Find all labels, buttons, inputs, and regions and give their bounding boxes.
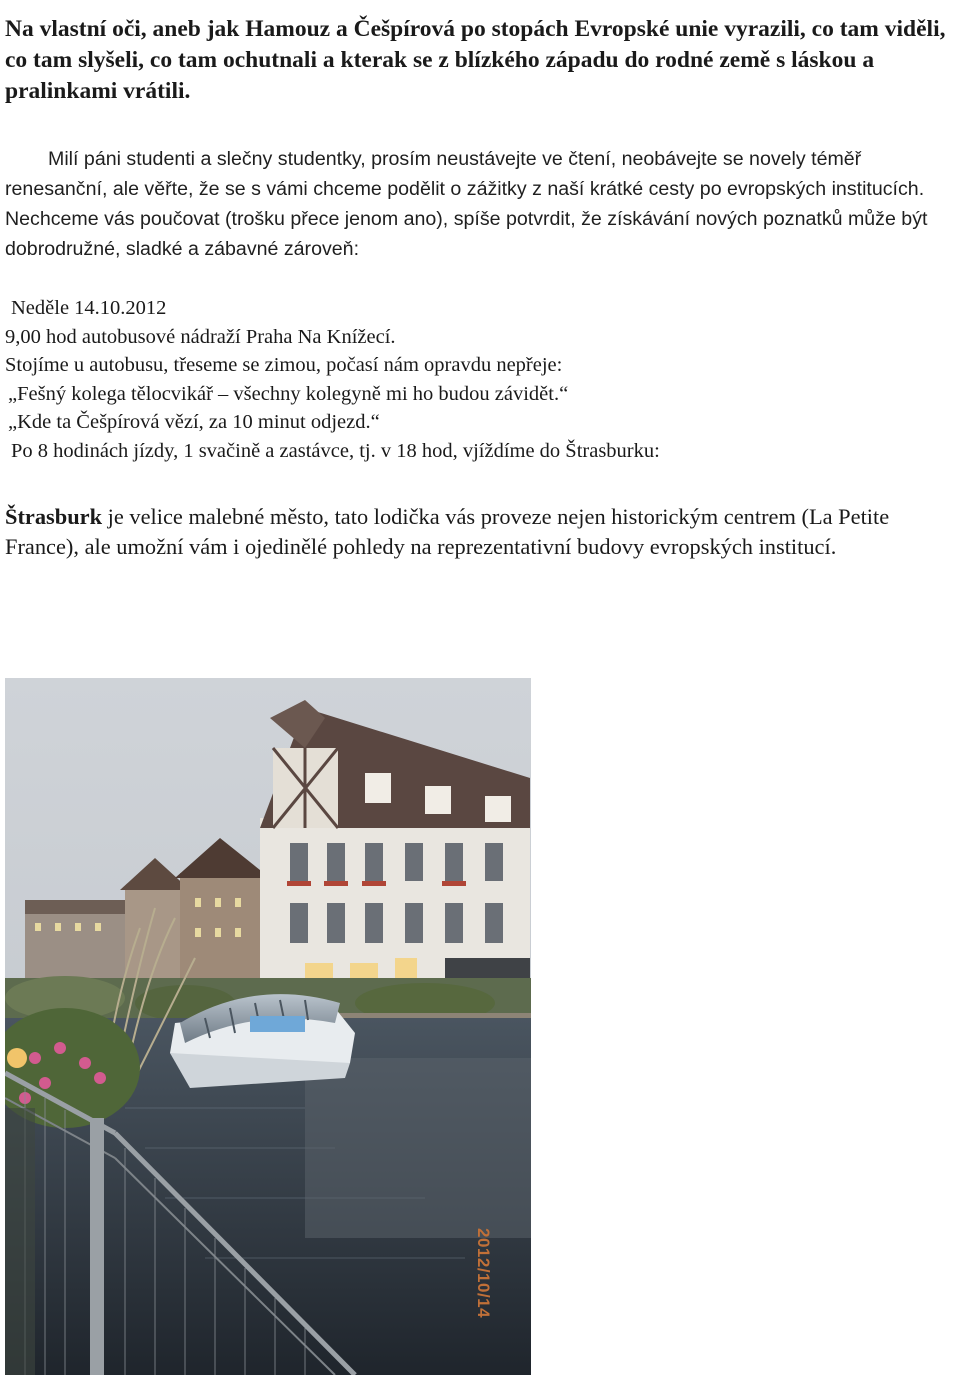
strasbourg-boat-photo bbox=[5, 678, 531, 1375]
log-date: Neděle 14.10.2012 bbox=[11, 297, 167, 319]
strasbourg-paragraph bbox=[5, 502, 960, 562]
log-departure: 9,00 hod autobusové nádraží Praha Na Knížecí. bbox=[5, 325, 396, 348]
log-waiting: Stojíme u autobusu, třeseme se zimou, počasí nám opravdu nepřeje: bbox=[5, 354, 563, 376]
strasbourg-name: Štrasburk bbox=[5, 504, 103, 529]
photo-date-stamp: 2012/10/14 bbox=[474, 1228, 493, 1319]
log-arrival: Po 8 hodinách jízdy, 1 svačině a zastávce, tj. v 18 hod, vjíždíme do Štrasburku: bbox=[11, 439, 660, 462]
strasbourg-text: je velice malebné město, tato lodička vás proveze nejen historickým centrem (La Petite France), ale umožní vám i ojedinělé pohledy na reprezentativní budovy evropských institucí. bbox=[5, 504, 890, 559]
intro-paragraph: Milí páni studenti a slečny studentky, prosím neustávejte ve čtení, neobávejte se novely téměř renesanční, ale věřte, že se s vámi chceme podělit o zážitky z naší krátké cesty po evropských institucích. Nechceme vás poučovat (trošku přece jenom ano), spíše potvrdit, že získávání nových poznatků může být dobrodružné, sladké a zábavné zároveň: bbox=[5, 148, 928, 260]
article-title: Na vlastní oči, aneb jak Hamouz a Češpírová po stopách Evropské unie vyrazili, co tam viděli, co tam slyšeli, co tam ochutnali a kterak se z blízkého západu do rodné země s láskou a pralinkami vrátili. bbox=[5, 16, 946, 104]
travel-log bbox=[5, 294, 955, 465]
log-quote-1: „Fešný kolega tělocvikář – všechny kolegyně mi ho budou závidět.“ bbox=[8, 382, 569, 405]
log-quote-2: „Kde ta Češpírová vězí, za 10 minut odjezd.“ bbox=[8, 411, 380, 433]
